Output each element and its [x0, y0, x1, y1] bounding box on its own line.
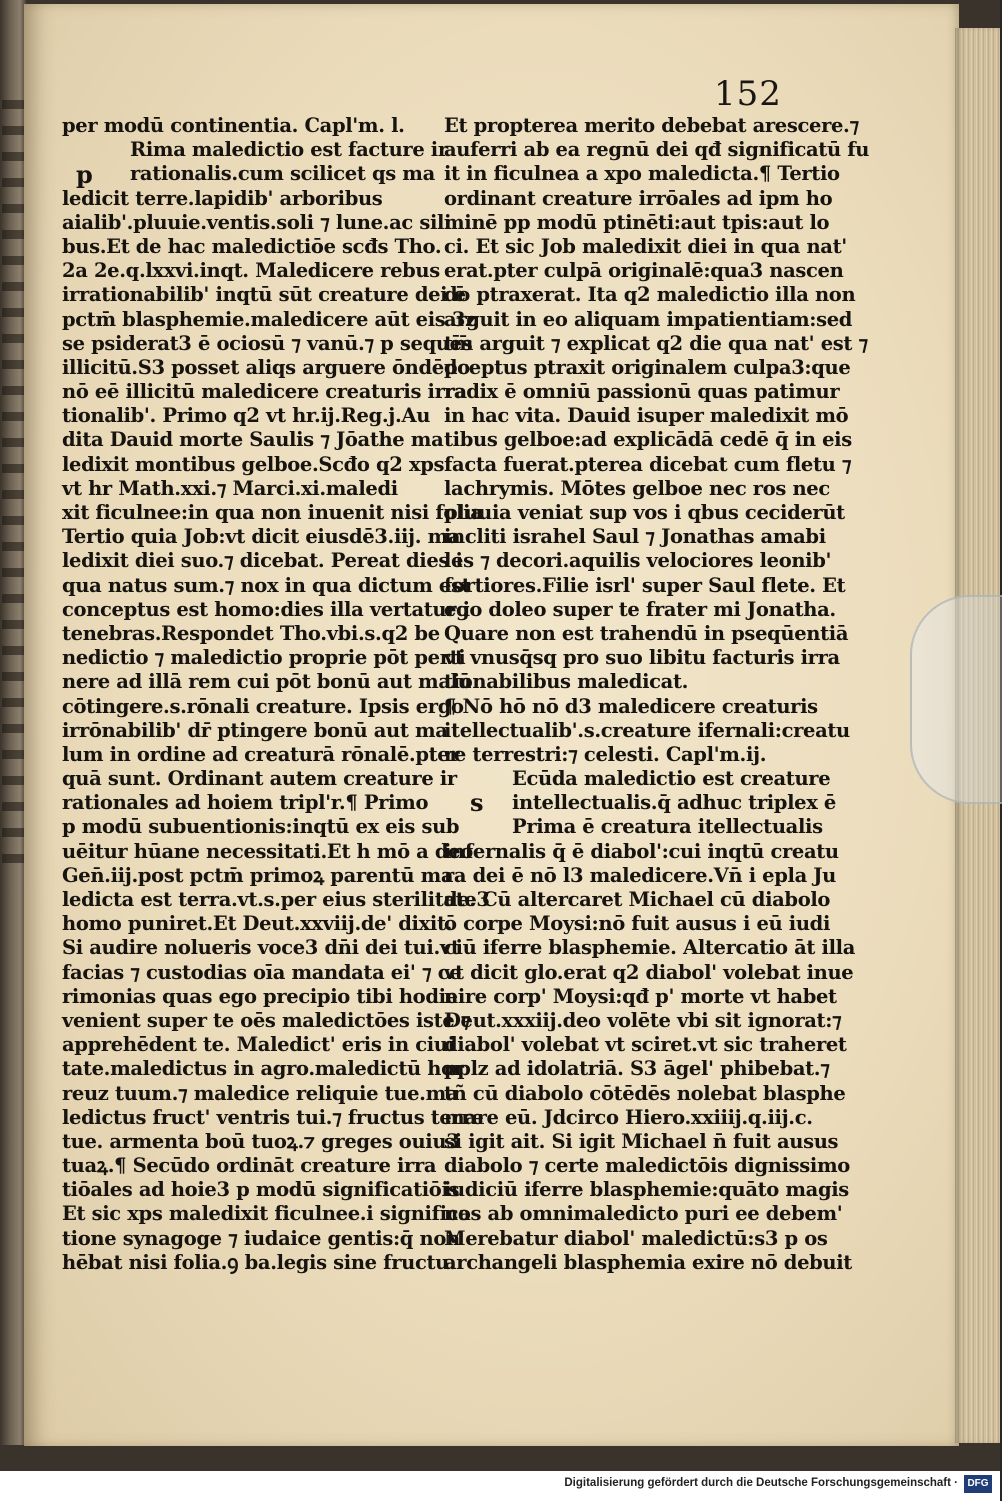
text-line: lachrymis. Mōtes gelboe nec ros nec [444, 476, 830, 500]
text-line: homo puniret.Et Deut.xxviij.de' dixit. [62, 912, 453, 936]
text-line: pplz ad idolatriā. S3 āgel' phibebat.⁊ [444, 1057, 830, 1081]
text-line: rimonias quas ego precipio tibi hodie [62, 984, 458, 1008]
text-line: ledixit montibus gelboe.Scđo q2 xps [62, 452, 445, 476]
text-line: irrōnabilib' dr̄ ptingere bonū aut ma [62, 718, 448, 742]
text-line: diabolo ⁊ certe maledictōis dignissimo [444, 1154, 850, 1178]
text-line: 2a 2e.q.lxxvi.inqt. Maledicere rebus [62, 259, 440, 283]
text-line: Rima maledictio est facture ir [130, 138, 448, 162]
text-line: uēitur hūane necessitati.Et h mō a deo [62, 839, 473, 863]
text-line: radix ē omniū passionū quas patimur [444, 380, 840, 404]
text-line: lum in ordine ad creaturā rōnalē.pter [62, 742, 460, 766]
text-line: ego doleo super te frater mi Jonatha. [444, 597, 836, 621]
text-line: facias ⁊ custodias oīa mandata ei' ⁊ ce [62, 960, 462, 984]
text-line: nere ad illā rem cui pōt bonū aut malū [62, 670, 472, 694]
text-line: ledictus fruct' ventris tui.⁊ fructus terre [62, 1105, 484, 1129]
text-line: tibus gelboe:ad explicādā cedē q̄ in eis [444, 428, 852, 452]
text-line: irrationabilib' inqtū sūt creature dei ē [62, 283, 466, 307]
text-line: tenebras.Respondet Tho.vbi.s.q2 be [62, 621, 440, 645]
text-line: tiōales ad hoie3 p modū significatiōis [62, 1178, 460, 1202]
previous-page-edge [0, 0, 26, 1445]
text-line: diabol' volebat vt sciret.vt sic traheret [444, 1033, 847, 1057]
text-line: incliti israhel Saul ⁊ Jonathas amabi [444, 525, 826, 549]
text-line: se psiderat3 ē ociosū ⁊ vanū.⁊ p sequēs [62, 331, 473, 355]
text-line: ledicta est terra.vt.s.per eius sterilitate3 [62, 888, 490, 911]
text-line: p modū subuentionis:inqtū ex eis sub [62, 815, 460, 839]
text-line: tionabilibus maledicat. [444, 670, 689, 694]
text-line: pceptus ptraxit originalem culpa3:que [444, 355, 851, 379]
text-line: les ⁊ decori.aquilis velociores leonib' [444, 549, 832, 573]
text-line: xit ficulnee:in qua non inuenit nisi folia [62, 501, 483, 524]
footer-bar [0, 1471, 1000, 1501]
text-line: re terrestri:⁊ celesti. Capl'm.ij. [444, 742, 767, 766]
text-line: hēbat nisi folia.ꝯ ba.legis sine fructu. [62, 1250, 456, 1274]
text-line: ledixit diei suo.⁊ dicebat. Pereat dies i [62, 549, 463, 573]
text-line: ō corpe Moysi:nō fuit ausus i eū iudi [444, 912, 831, 936]
text-line: tionalib'. Primo q2 vt hr.ij.Reg.j.Au [62, 404, 431, 428]
text-line: apprehēdent te. Maledict' eris in ciui [62, 1033, 455, 1057]
text-line: tm̄ arguit ⁊ explicat q2 die qua nat' est ⁊ [444, 331, 868, 355]
text-line: per modū continentia. Capl'm. l. [62, 114, 405, 137]
funding-credit: Digitalisierung gefördert durch die Deutsche Forschungsgemeinschaft · [564, 1477, 958, 1489]
text-line: pctm̄ blasphemie.maledicere aūt eis 3z [62, 307, 476, 331]
text-line: nos ab omnimaledicto puri ee debem' [444, 1202, 843, 1226]
text-line: nire corp' Moysi:qđ p' morte vt habet [444, 984, 837, 1008]
text-line: Prima ē creatura itellectualis [512, 815, 823, 839]
text-line: Et sic xps maledixit ficulnee.i significa [62, 1202, 471, 1226]
text-line: si igit ait. Si igit Michael n̄ fuit ausus [444, 1129, 839, 1153]
text-line: in hac vita. Dauid isuper maledixit mō [444, 404, 849, 428]
text-line: illicitū.S3 posset aliqs arguere ōndēdo [62, 355, 470, 379]
text-line: infernalis q̄ ē diabol':cui inqtū creatu [444, 839, 839, 863]
text-line: vt dicit glo.erat q2 diabol' volebat inue [444, 960, 854, 984]
text-line: nō eē illicitū maledicere creaturis irra [62, 380, 467, 404]
folio-number: 152 [714, 74, 782, 114]
text-line: vt vnusq̄sq pro suo libitu facturis irra [444, 646, 840, 670]
text-line: dita Dauid morte Saulis ⁊ Jōathe ma [62, 428, 444, 452]
text-line: pluuia veniat sup vos i qbus ceciderūt [444, 501, 845, 524]
text-line: rationales ad hoiem tripl'r.¶ Primo [62, 791, 429, 815]
text-line: auferri ab ea regnū dei qđ significatū fu [444, 138, 870, 162]
text-line: tñ cū diabolo cōtēdēs nolebat blasphe [444, 1081, 846, 1105]
text-line: nedictio ⁊ maledictio proprie pōt perti [62, 646, 466, 670]
text-line: rationalis.cum scilicet qs ma [130, 162, 435, 186]
text-line: ciū iferre blasphemie. Altercatio āt illa [444, 936, 855, 960]
text-line: quā sunt. Ordinant autem creature ir [62, 767, 457, 791]
left-text-column [62, 114, 490, 1275]
right-text-column [444, 114, 870, 1275]
text-line: de. Cū altercaret Michael cū diabolo [444, 888, 831, 911]
text-line: Quare non est trahendū in pseqūentiā [444, 621, 849, 645]
text-line: tuaꝝ.¶ Secūdo ordināt creature irra [62, 1154, 437, 1178]
text-line: fortiores.Filie isrl' super Saul flete. Et [444, 573, 846, 597]
text-line: Merebatur diabol' maledictū:s3 p os [444, 1226, 828, 1250]
text-line: archangeli blasphemia exire nō debuit [444, 1250, 852, 1274]
text-line: tue. armenta boū tuoꝝ.⁊ greges ouiu3 [62, 1129, 460, 1153]
text-line: Ecūda maledictio est creature [512, 767, 831, 791]
text-line: intellectualis.q̄ adhuc triplex ē [512, 791, 836, 815]
page-clip [910, 595, 1002, 804]
text-line: ci. Et sic Job maledixit diei in qua nat' [444, 234, 847, 258]
text-line: bus.Et de hac maledictiōe scđs Tho. [62, 234, 442, 258]
text-line: ¶ Nō hō nō d3 maledicere creaturis [444, 694, 818, 718]
text-line: itellectualib'.s.creature ifernali:creatu [444, 718, 850, 742]
text-line: Deut.xxxiij.deo volēte vbi sit ignorat:⁊ [444, 1008, 842, 1032]
text-line: iudiciū iferre blasphemie:quāto magis [444, 1178, 849, 1202]
text-line: ledicit terre.lapidib' arboribus [62, 186, 383, 210]
text-line: aialib'.pluuie.ventis.soli ⁊ lune.ac sili [62, 210, 452, 234]
text-line: mare eū. Jdcirco Hiero.xxiiij.q.iij.c. [444, 1105, 813, 1129]
text-line: erat.pter culpā originalē:qua3 nascen [444, 259, 844, 283]
text-line: Tertio quia Job:vt dicit eiusdē3.iij. ma [62, 525, 461, 549]
initial-letter-right: s [470, 788, 484, 817]
text-line: Si audire nolueris voce3 dn̄i dei tui.vt [62, 936, 460, 960]
text-line: conceptus est homo:dies illa vertatur i [62, 597, 470, 621]
dfg-logo: DFG [964, 1475, 992, 1493]
text-line: venient super te oēs maledictōes iste ⁊ [62, 1008, 471, 1032]
text-line: arguit in eo aliquam impatientiam:sed [444, 307, 853, 331]
text-line: tione synagoge ⁊ iudaice gentis:q̄ non [62, 1226, 460, 1250]
text-line: ordinant creature irrōales ad ipm ho [444, 186, 833, 210]
initial-letter-left: p [76, 160, 93, 189]
text-line: cōtingere.s.rōnali creature. Ipsis ergo [62, 694, 464, 718]
text-line: minē pp modū ptinēti:aut tpis:aut lo [444, 210, 830, 234]
text-line: ra dei ē nō l3 maledicere.Vn̄ i epla Ju [444, 863, 837, 887]
text-line: Gen̄.iij.post pctm̄ primoꝝ parentū ma [62, 863, 454, 887]
text-line: tate.maledictus in agro.maledictū hor [62, 1057, 464, 1081]
text-line: qua natus sum.⁊ nox in qua dictum est [62, 573, 471, 597]
text-line: it in ficulnea a xpo maledicta.¶ Tertio [444, 162, 840, 186]
text-line: facta fuerat.pterea dicebat cum fletu ⁊ [444, 452, 852, 476]
text-line: Et propterea merito debebat arescere.⁊ [444, 114, 859, 137]
text-line: vt hr Math.xxi.⁊ Marci.xi.maledi [62, 476, 398, 500]
text-line: do ptraxerat. Ita q2 maledictio illa non [444, 283, 856, 307]
text-line: reuz tuum.⁊ maledice reliquie tue.ma [62, 1081, 459, 1105]
